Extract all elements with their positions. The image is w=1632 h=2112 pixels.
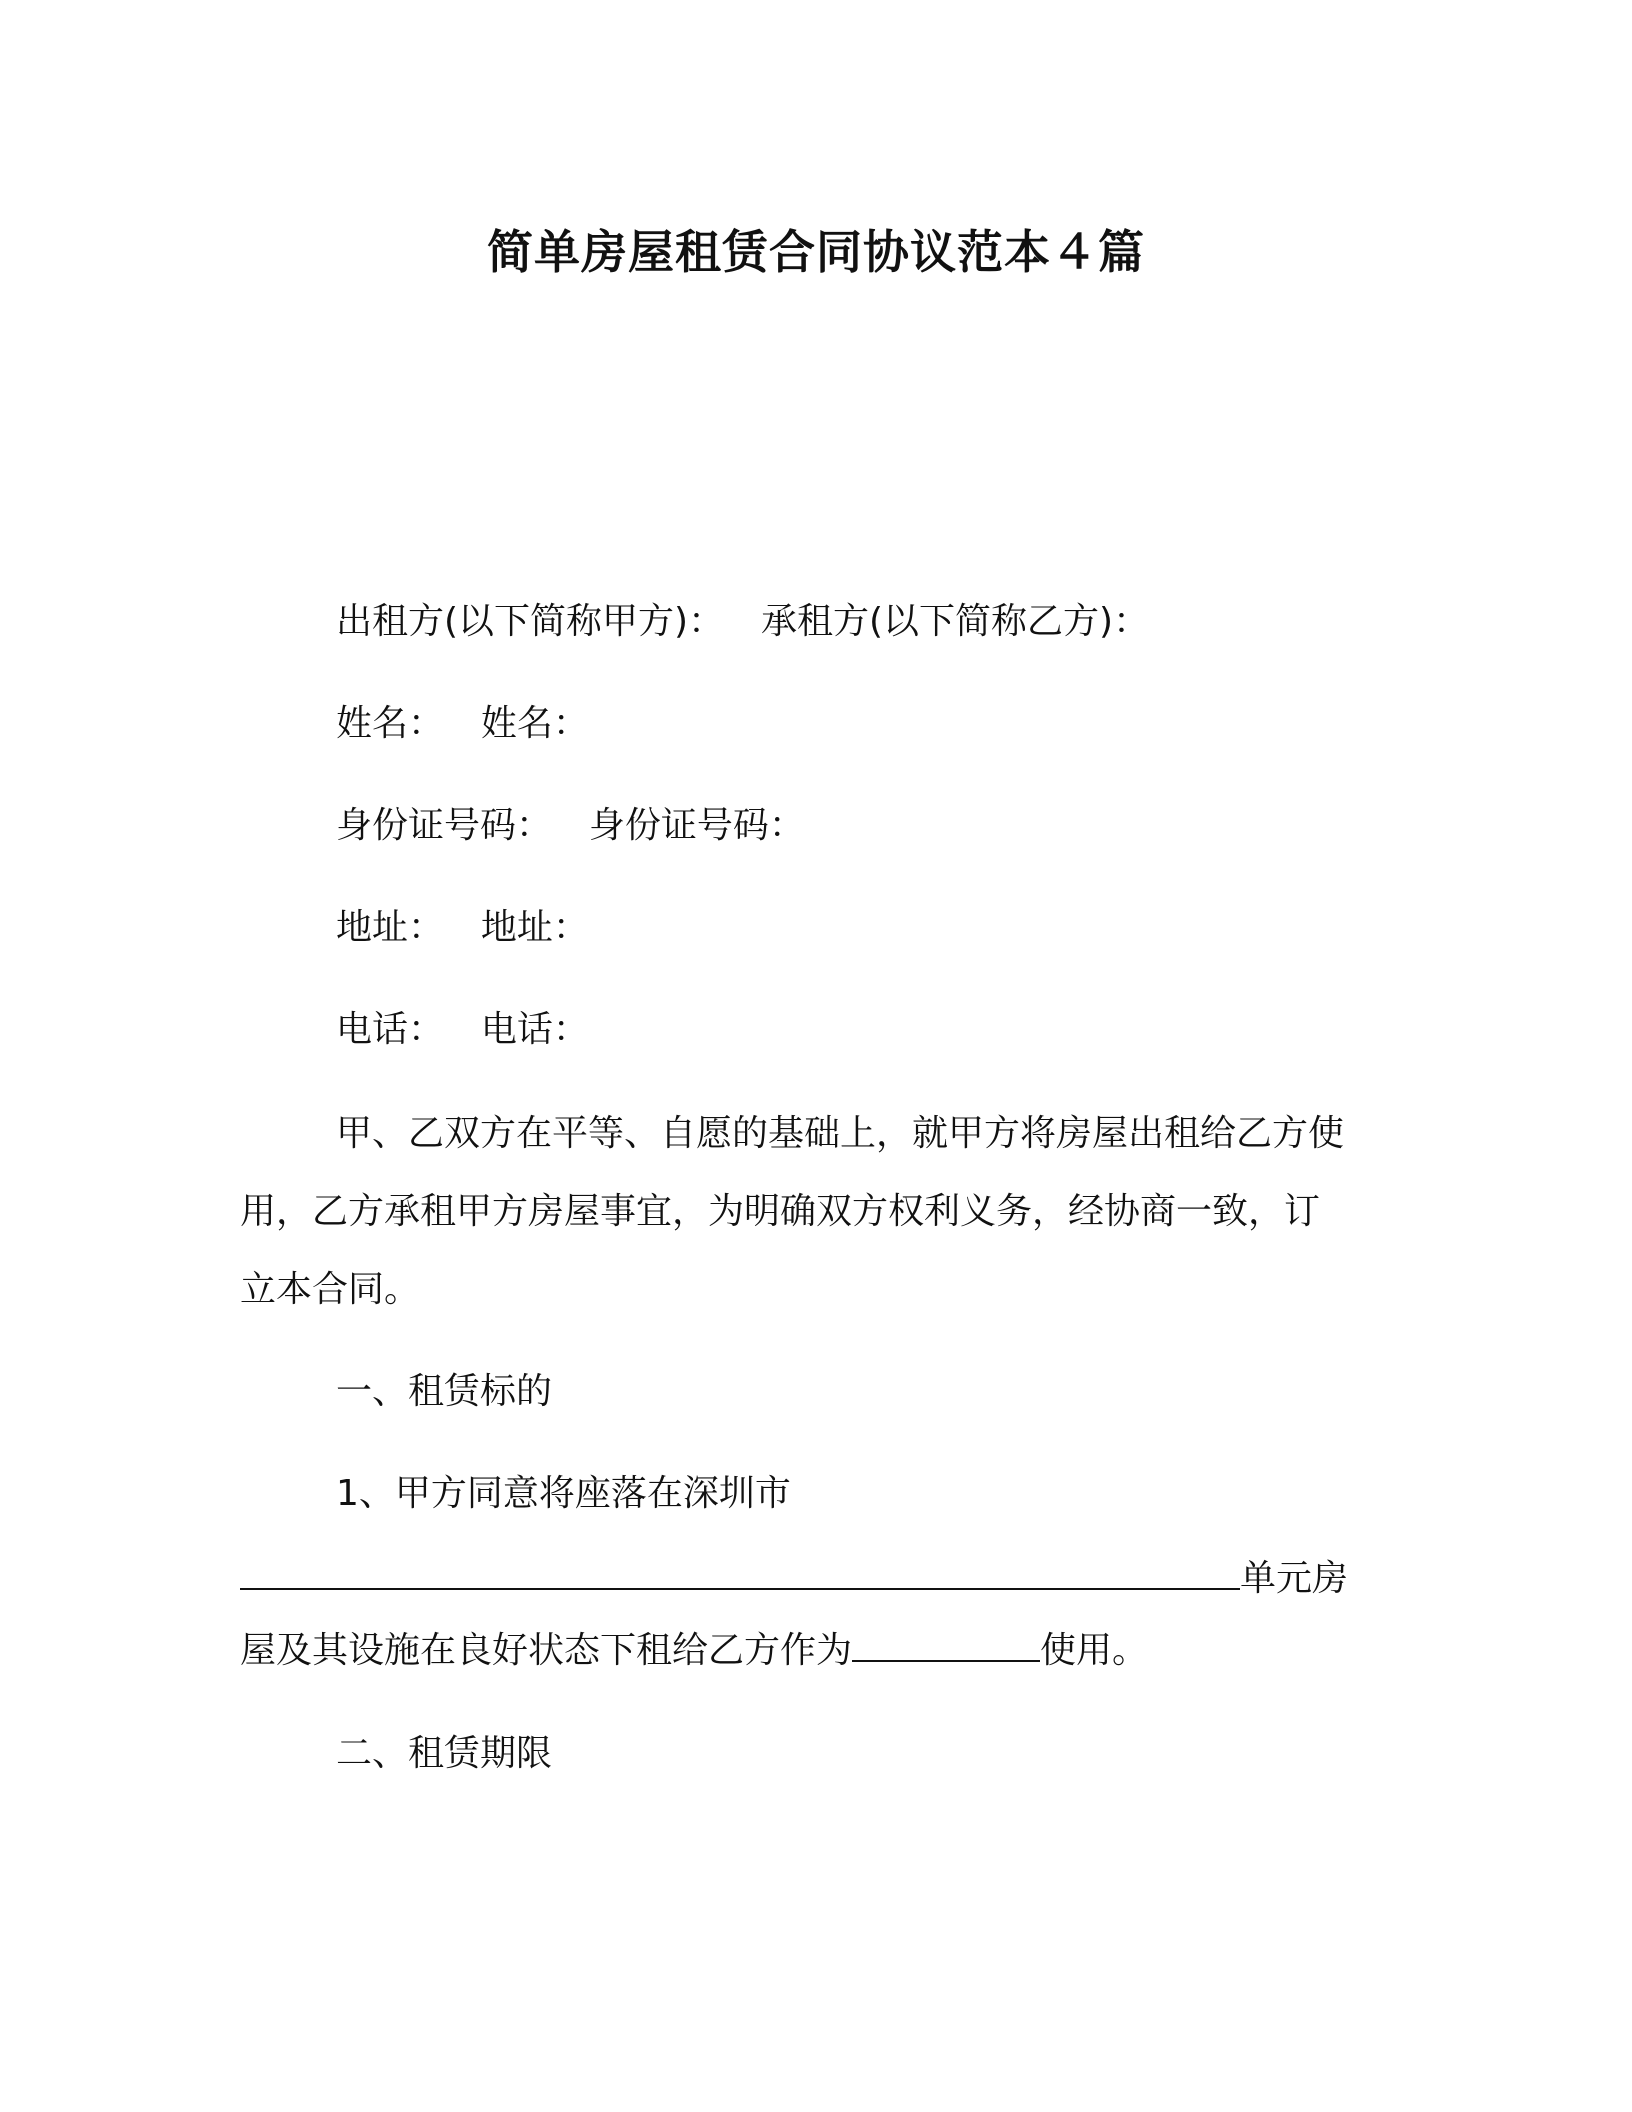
lessee-address-label: 地址： <box>480 907 589 948</box>
purpose-blank <box>852 1626 1040 1662</box>
lessee-name-label: 姓名： <box>480 703 589 744</box>
lessee-heading: 承租方(以下简称乙方)： <box>761 601 1150 642</box>
name-row <box>336 700 589 748</box>
clause-1-use-text: 使用。 <box>1040 1630 1149 1671</box>
section-1-heading: 一、租赁标的 <box>336 1371 553 1412</box>
clause-1-line-2 <box>240 1554 1348 1603</box>
section-2-heading: 二、租赁期限 <box>336 1733 553 1774</box>
lessee-phone-label: 电话： <box>480 1009 589 1050</box>
clause-1-line-1: 1、甲方同意将座落在深圳市 <box>336 1473 791 1514</box>
document-title: 简单房屋租赁合同协议范本４篇 <box>487 225 1145 279</box>
lessor-id-label: 身份证号码： <box>336 805 553 846</box>
unit-house-text: 单元房 <box>1240 1558 1349 1599</box>
lessor-phone-label: 电话： <box>336 1009 445 1050</box>
lessor-heading: 出租方(以下简称甲方)： <box>336 601 725 642</box>
id-row <box>336 802 805 850</box>
lessee-id-label: 身份证号码： <box>588 805 805 846</box>
address-row <box>336 904 589 952</box>
location-blank <box>240 1554 1240 1590</box>
preamble-line-3: 立本合同。 <box>240 1269 421 1310</box>
preamble-line-1: 甲、乙双方在平等、自愿的基础上，就甲方将房屋出租给乙方使 <box>336 1113 1345 1154</box>
preamble-line-2: 用，乙方承租甲方房屋事宜，为明确双方权利义务，经协商一致，订 <box>240 1191 1321 1232</box>
lessor-address-label: 地址： <box>336 907 445 948</box>
parties-heading-row <box>336 598 1149 646</box>
phone-row <box>336 1006 589 1054</box>
clause-1-purpose-text: 屋及其设施在良好状态下租给乙方作为 <box>240 1630 853 1671</box>
lessor-name-label: 姓名： <box>336 703 445 744</box>
clause-1-line-3 <box>240 1626 1148 1675</box>
